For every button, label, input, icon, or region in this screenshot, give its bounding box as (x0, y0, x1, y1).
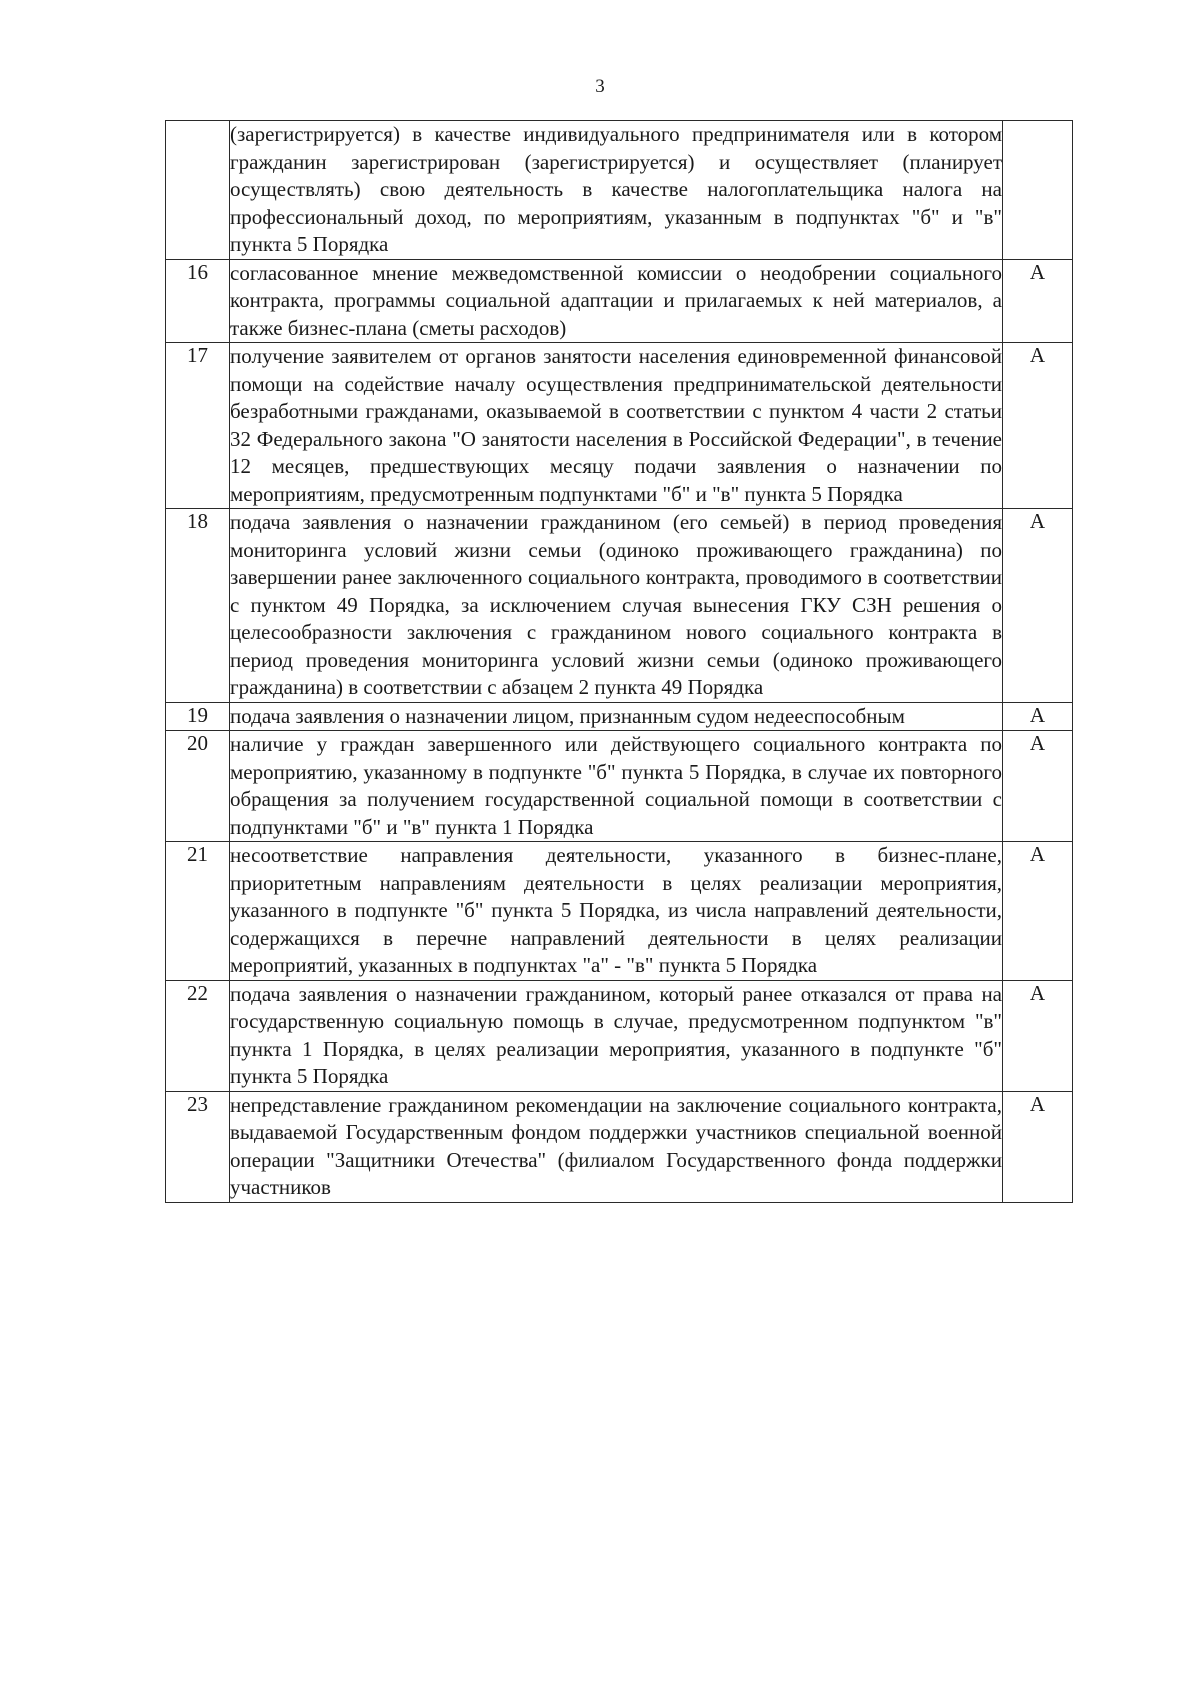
row-code: А (1003, 1091, 1073, 1202)
row-code: А (1003, 980, 1073, 1091)
row-number: 23 (166, 1091, 230, 1202)
row-number: 19 (166, 702, 230, 731)
table-row (166, 343, 1073, 509)
row-text: (зарегистрируется) в качестве индивидуального предпринимателя или в котором гражданин зарегистрирован (зарегистрируется) и осуществляет (планирует осуществлять) свою деятельность в качестве налогоплательщика налога на профессиональный доход, по мероприятиям, указанным в подпунктах "б" и "в" пункта 5 Порядка (230, 121, 1003, 260)
row-text: подача заявления о назначении гражданином (его семьей) в период проведения мониторинга условий жизни семьи (одиноко проживающего гражданина) по завершении ранее заключенного социального контракта, проводимого в соответствии с пунктом 49 Порядка, за исключением случая вынесения ГКУ СЗН решения о целесообразности заключения с гражданином нового социального контракта в период проведения мониторинга условий жизни семьи (одиноко проживающего гражданина) в соответствии с абзацем 2 пункта 49 Порядка (230, 509, 1003, 703)
row-text: согласованное мнение межведомственной комиссии о неодобрении социального контракта, программы социальной адаптации и прилагаемых к ней материалов, а также бизнес-плана (сметы расходов) (230, 259, 1003, 343)
row-code: А (1003, 731, 1073, 842)
row-number (166, 121, 230, 260)
row-code: А (1003, 509, 1073, 703)
row-number: 18 (166, 509, 230, 703)
row-number: 20 (166, 731, 230, 842)
row-text: наличие у граждан завершенного или действующего социального контракта по мероприятию, указанному в подпункте "б" пункта 5 Порядка, в случае их повторного обращения за получением государственной социальной помощи в соответствии с подпунктами "б" и "в" пункта 1 Порядка (230, 731, 1003, 842)
row-text: подача заявления о назначении лицом, признанным судом недееспособным (230, 702, 1003, 731)
row-text: несоответствие направления деятельности, указанного в бизнес-плане, приоритетным направлениям деятельности в целях реализации мероприятия, указанного в подпункте "б" пункта 5 Порядка, из числа направлений деятельности, содержащихся в перечне направлений деятельности в целях реализации мероприятий, указанных в подпунктах "а" - "в" пункта 5 Порядка (230, 842, 1003, 981)
row-number: 16 (166, 259, 230, 343)
row-number: 17 (166, 343, 230, 509)
grounds-table (165, 120, 1073, 1203)
table-row (166, 509, 1073, 703)
row-code: А (1003, 259, 1073, 343)
table-row (166, 980, 1073, 1091)
row-text: получение заявителем от органов занятости населения единовременной финансовой помощи на содействие началу осуществления предпринимательской деятельности безработными гражданами, оказываемой в соответствии с пунктом 4 части 2 статьи 32 Федерального закона "О занятости населения в Российской Федерации", в течение 12 месяцев, предшествующих месяцу подачи заявления о назначении по мероприятиям, предусмотренным подпунктами "б" и "в" пункта 5 Порядка (230, 343, 1003, 509)
row-code (1003, 121, 1073, 260)
table-row (166, 121, 1073, 260)
table-row (166, 702, 1073, 731)
table-row (166, 731, 1073, 842)
row-number: 22 (166, 980, 230, 1091)
row-code: А (1003, 343, 1073, 509)
row-code: А (1003, 842, 1073, 981)
row-text: непредставление гражданином рекомендации на заключение социального контракта, выдаваемой Государственным фондом поддержки участников специальной военной операции "Защитники Отечества" (филиалом Государственного фонда поддержки участников (230, 1091, 1003, 1202)
row-code: А (1003, 702, 1073, 731)
row-number: 21 (166, 842, 230, 981)
table-row (166, 1091, 1073, 1202)
page-number: 3 (595, 76, 605, 97)
table-row (166, 842, 1073, 981)
row-text: подача заявления о назначении гражданином, который ранее отказался от права на государственную социальную помощь в случае, предусмотренном подпунктом "в" пункта 1 Порядка, в целях реализации мероприятия, указанного в подпункте "б" пункта 5 Порядка (230, 980, 1003, 1091)
table-row (166, 259, 1073, 343)
